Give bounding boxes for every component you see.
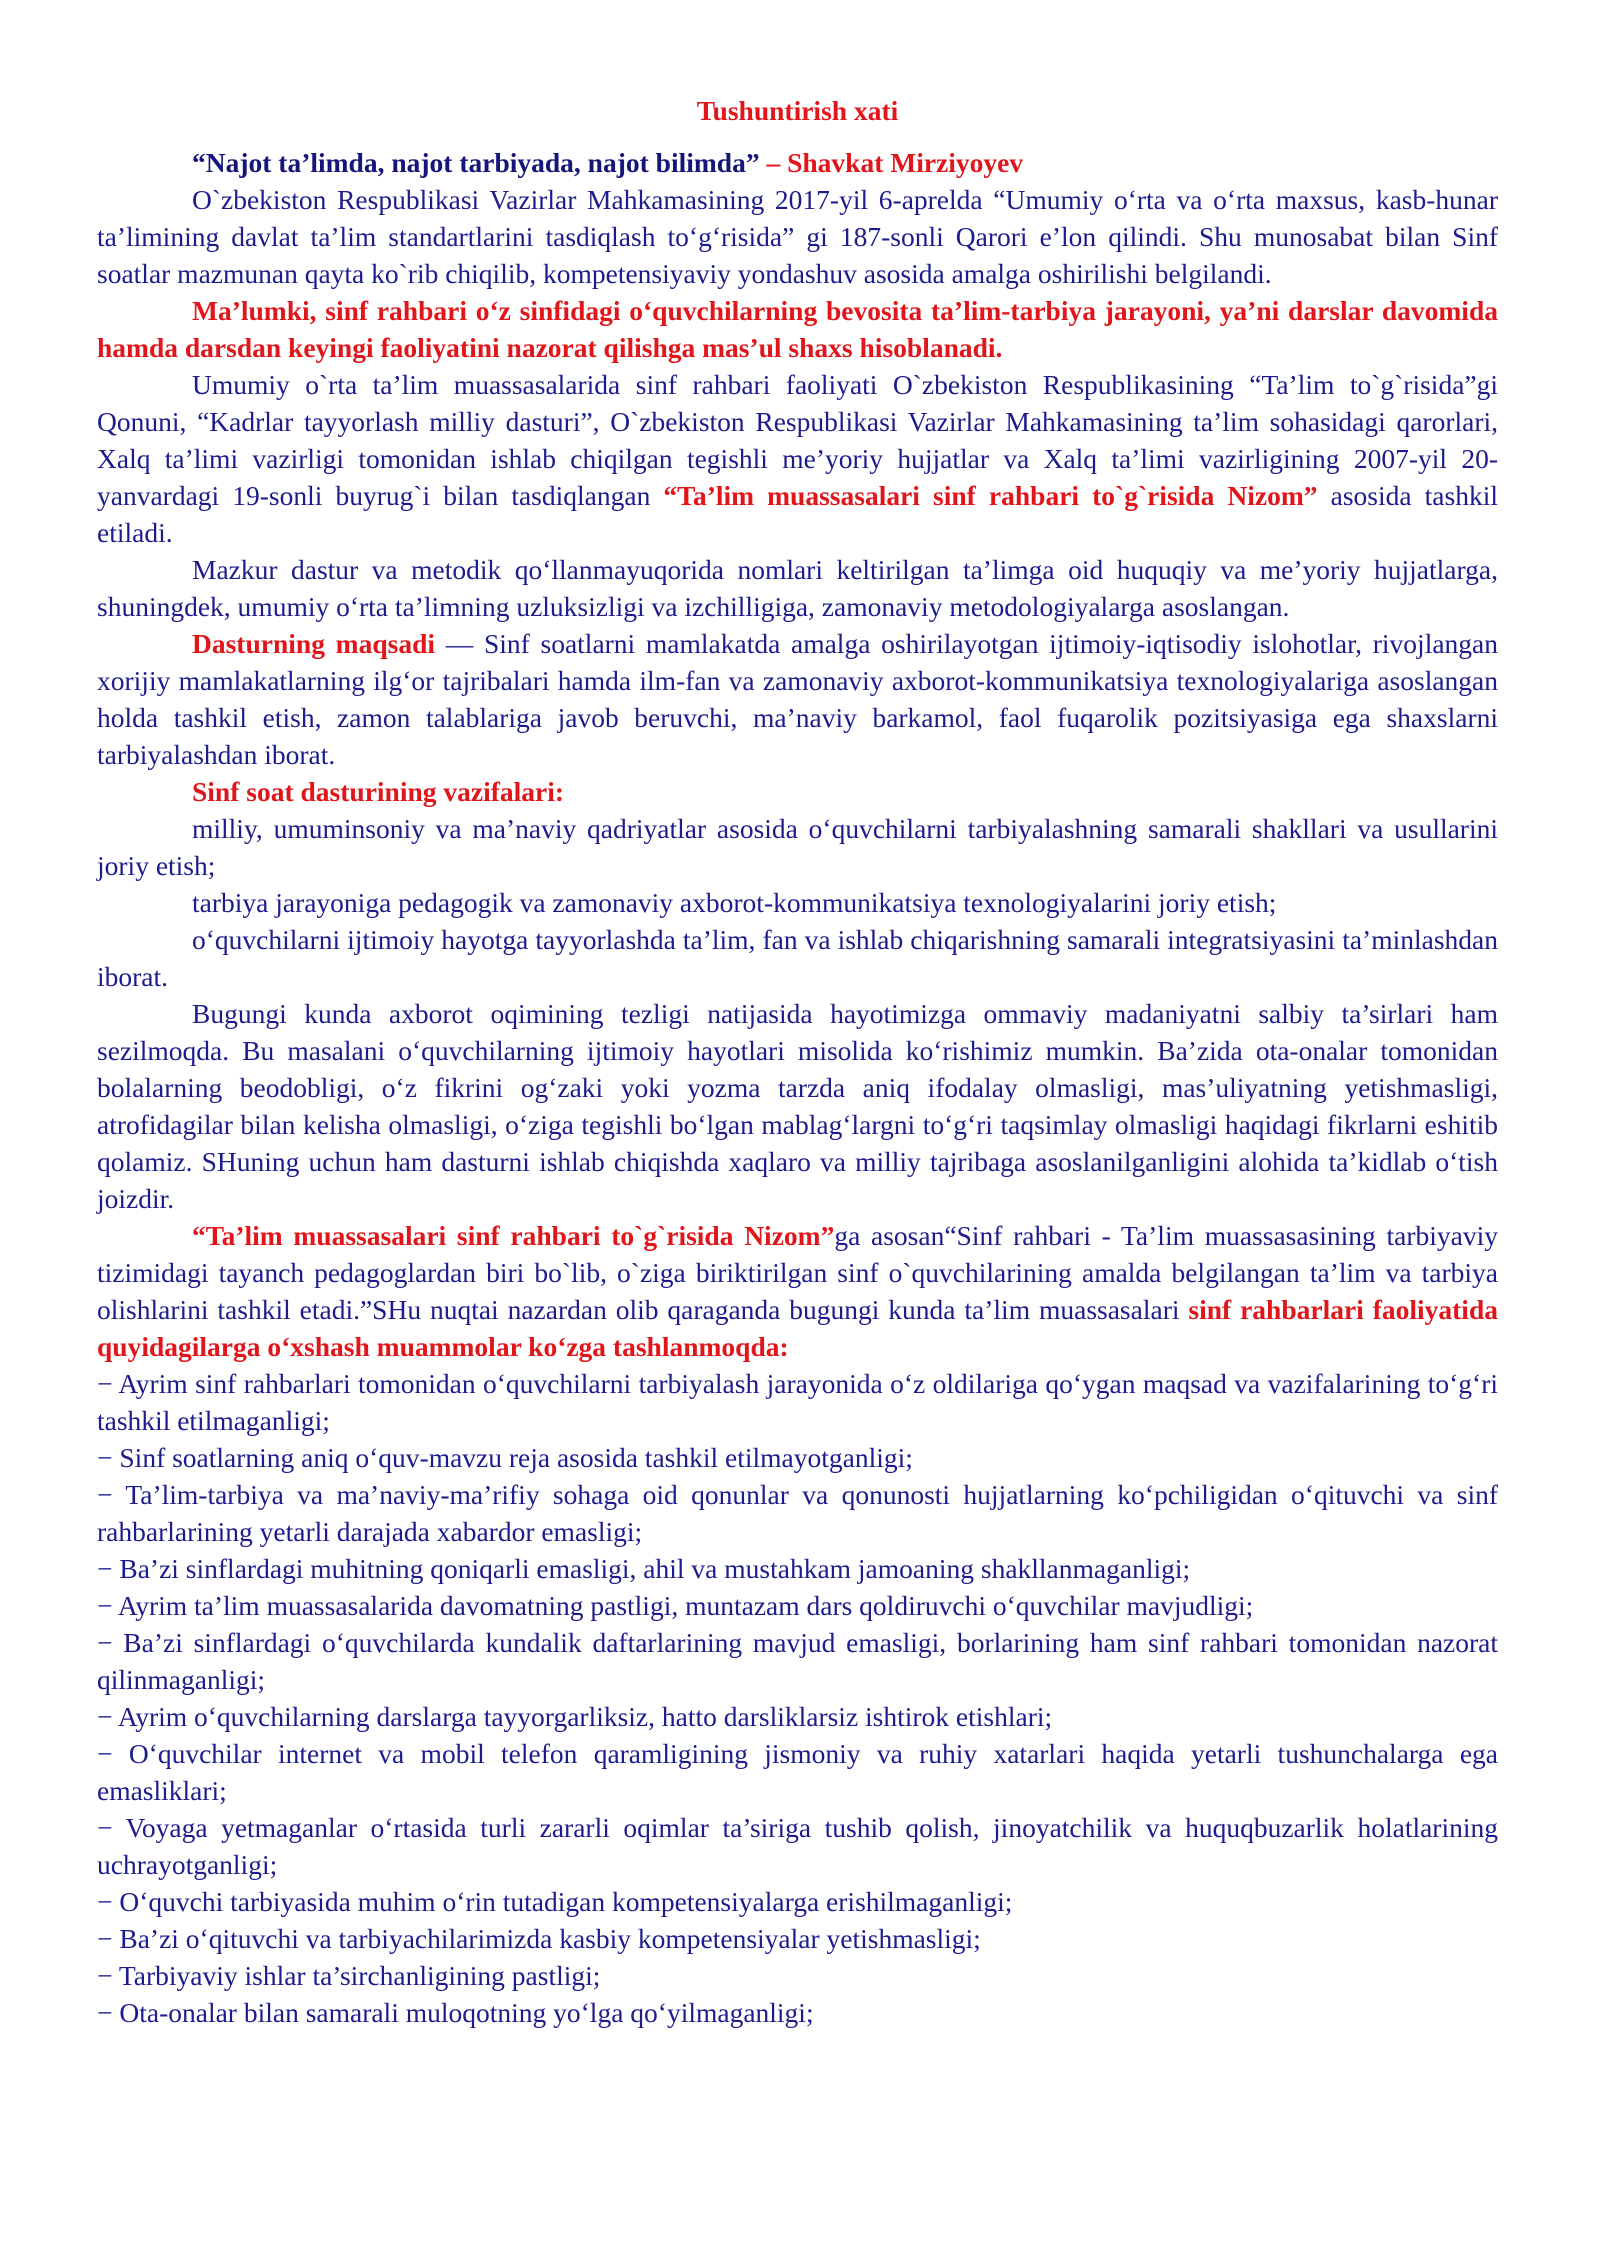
epigraph-quote: “Najot ta’limda, najot tarbiyada, najot bilimda” — [192, 147, 760, 178]
problem-item: − Tarbiyaviy ishlar ta’sirchanligining pastligi; — [97, 1960, 601, 1991]
paragraph-3 — [97, 366, 1498, 551]
goal-label: Dasturning maqsadi — [192, 628, 436, 659]
task-item: milliy, umuminsoniy va ma’naviy qadriyatlar asosida o‘quvchilarni tarbiyalashning samarali shakllari va usullarini joriy etish; — [97, 813, 1498, 881]
problem-item: − O‘quvchi tarbiyasida muhim o‘rin tutadigan kompetensiyalarga erishilmaganligi; — [97, 1886, 1013, 1917]
paragraph-7 — [97, 1217, 1498, 1365]
problem-item: − Ayrim o‘quvchilarning darslarga tayyorgarliksiz, hatto darsliklarsiz ishtirok etishlari; — [97, 1701, 1053, 1732]
problem-item: − O‘quvchilar internet va mobil telefon qaramligining jismoniy va ruhiy xatarlari haqida yetarli tushunchalarga ega emasliklari; — [97, 1738, 1498, 1806]
tasks-heading: Sinf soat dasturining vazifalari: — [192, 776, 565, 807]
paragraph-6: Bugungi kunda axborot oqimining tezligi natijasida hayotimizga ommaviy madaniyatni salbiy ta’sirlari ham sezilmoqda. Bu masalani o‘quvchilarning ijtimoiy hayotlari misolida ko‘rishimiz mumkin. Ba’zida ota-onalar tomonidan bolalarning beodobligi, o‘z fikrini og‘zaki yoki yozma tarzda aniq ifodalay olmasligi, mas’uliyatning yetishmasligi, atrofidagilar bilan kelisha olmasligi, o‘ziga tegishli bo‘lgan mablag‘largni to‘g‘ri taqsimlay olmasligi haqidagi fikrlarni eshitib qolamiz. SHuning uchun ham dasturni ishlab chiqishda xaqlaro va milliy tajribaga asoslanilganligini alohida ta’kidlab o‘tish joizdir. — [97, 998, 1498, 1214]
problem-item: − Ba’zi o‘qituvchi va tarbiyachilarimizda kasbiy kompetensiyalar yetishmasligi; — [97, 1923, 981, 1954]
paragraph-3-text: Umumiy o`rta ta’lim muassasalarida sinf rahbari faoliyati O`zbekiston Respublikasining “Ta’lim to`g`risida”gi Qonuni, “Kadrlar tayyorlash milliy dasturi”, O`zbekiston Respublikasi Vazirlar Mahkamasining ta’lim sohasidagi qarorlari, Xalq ta’limi vazirligi tomonidan ishlab chiqilgan tegishli me’yoriy hujjatlar va Xalq ta’limi vazirligining 2007-yil 20-yanvardagi 19-sonli buyrug`i bilan tasdiqlangan — [97, 369, 1498, 511]
goal-text: — Sinf soatlarni mamlakatda amalga oshirilayotgan ijtimoiy-iqtisodiy islohotlar, rivojlangan xorijiy mamlakatlarning ilg‘or tajribalari hamda ilm-fan va zamonaviy axborot-kommunikatsiya texnologiyalariga asoslangan holda tashkil etish, zamon talablariga javob beruvchi, ma’naviy barkamol, faol fuqarolik pozitsiyasiga ega shaxslarni tarbiyalashdan iborat. — [97, 628, 1498, 770]
paragraph-5 — [97, 625, 1498, 773]
task-item: tarbiya jarayoniga pedagogik va zamonaviy axborot-kommunikatsiya texnologiyalarini joriy etish; — [192, 887, 1277, 918]
problem-item: − Voyaga yetmaganlar o‘rtasida turli zararli oqimlar ta’siriga tushib qolish, jinoyatchilik va huquqbuzarlik holatlarining uchrayotganligi; — [97, 1812, 1498, 1880]
epigraph — [97, 144, 1498, 181]
problem-item: − Ba’zi sinflardagi muhitning qoniqarli emasligi, ahil va mustahkam jamoaning shakllanmaganligi; — [97, 1553, 1191, 1584]
document-title: Tushuntirish xati — [696, 95, 899, 126]
problem-item: − Ayrim sinf rahbarlari tomonidan o‘quvchilarni tarbiyalash jarayonida o‘z oldilariga qo‘ygan maqsad va vazifalarining to‘g‘ri tashkil etilmaganligi; — [97, 1368, 1498, 1436]
task-item: o‘quvchilarni ijtimoiy hayotga tayyorlashda ta’lim, fan va ishlab chiqarishning samarali integratsiyasini ta’minlashdan iborat. — [97, 924, 1498, 992]
epigraph-author: – Shavkat Mirziyoyev — [759, 147, 1024, 178]
nizom-reference-2: “Ta’lim muassasalari sinf rahbari to`g`risida Nizom” — [192, 1220, 835, 1251]
problem-item: − Ota-onalar bilan samarali muloqotning yo‘lga qo‘yilmaganligi; — [97, 1997, 814, 2028]
paragraph-2: Ma’lumki, sinf rahbari o‘z sinfidagi o‘quvchilarning bevosita ta’lim-tarbiya jarayoni, ya’ni darslar davomida hamda darsdan keyingi faoliyatini nazorat qilishga mas’ul shaxs hisoblanadi. — [97, 295, 1498, 363]
problem-item: − Ta’lim-tarbiya va ma’naviy-ma’rifiy sohaga oid qonunlar va qonunosti hujjatlarning ko‘pchiligidan o‘qituvchi va sinf rahbarlarining yetarli darajada xabardor emasligi; — [97, 1479, 1498, 1547]
problem-item: − Sinf soatlarning aniq o‘quv-mavzu reja asosida tashkil etilmayotganligi; — [97, 1442, 913, 1473]
problem-item: − Ba’zi sinflardagi o‘quvchilarda kundalik daftarlarining mavjud emasligi, borlarining ham sinf rahbari tomonidan nazorat qilinmaganligi; — [97, 1627, 1498, 1695]
paragraph-1: O`zbekiston Respublikasi Vazirlar Mahkamasining 2017-yil 6-aprelda “Umumiy o‘rta va o‘rta maxsus, kasb-hunar ta’limining davlat ta’lim standartlarini tasdiqlash to‘g‘risida” gi 187-sonli Qarori e’lon qilindi. Shu munosabat bilan Sinf soatlar mazmunan qayta ko`rib chiqilib, kompetensiyaviy yondashuv asosida amalga oshirilishi belgilandi. — [97, 184, 1498, 289]
problem-item: − Ayrim ta’lim muassasalarida davomatning pastligi, muntazam dars qoldiruvchi o‘quvchilar mavjudligi; — [97, 1590, 1254, 1621]
paragraph-3-tail: asosida tashkil etiladi. — [97, 480, 1498, 548]
paragraph-4: Mazkur dastur va metodik qo‘llanmayuqorida nomlari keltirilgan ta’limga oid huquqiy va me’yoriy hujjatlarga, shuningdek, umumiy o‘rta ta’limning uzluksizligi va izchilligiga, zamonaviy metodologiyalarga asoslangan. — [97, 554, 1498, 622]
paragraph-7-text: ga asosan“Sinf rahbari - Ta’lim muassasasining tarbiyaviy tizimidagi tayanch pedagoglardan biri bo`lib, o`ziga biriktirilgan sinf o`quvchilarining amalda belgilangan ta’lim va tarbiya olishlarini tashkil etadi.”SHu nuqtai nazardan olib qaraganda bugungi kunda ta’lim muassasalari — [97, 1220, 1498, 1325]
nizom-reference: “Ta’lim muassasalari sinf rahbari to`g`risida Nizom” — [663, 480, 1318, 511]
problems-heading: sinf rahbarlari faoliyatida quyidagilarga o‘xshash muammolar ko‘zga tashlanmoqda: — [97, 1294, 1498, 1362]
